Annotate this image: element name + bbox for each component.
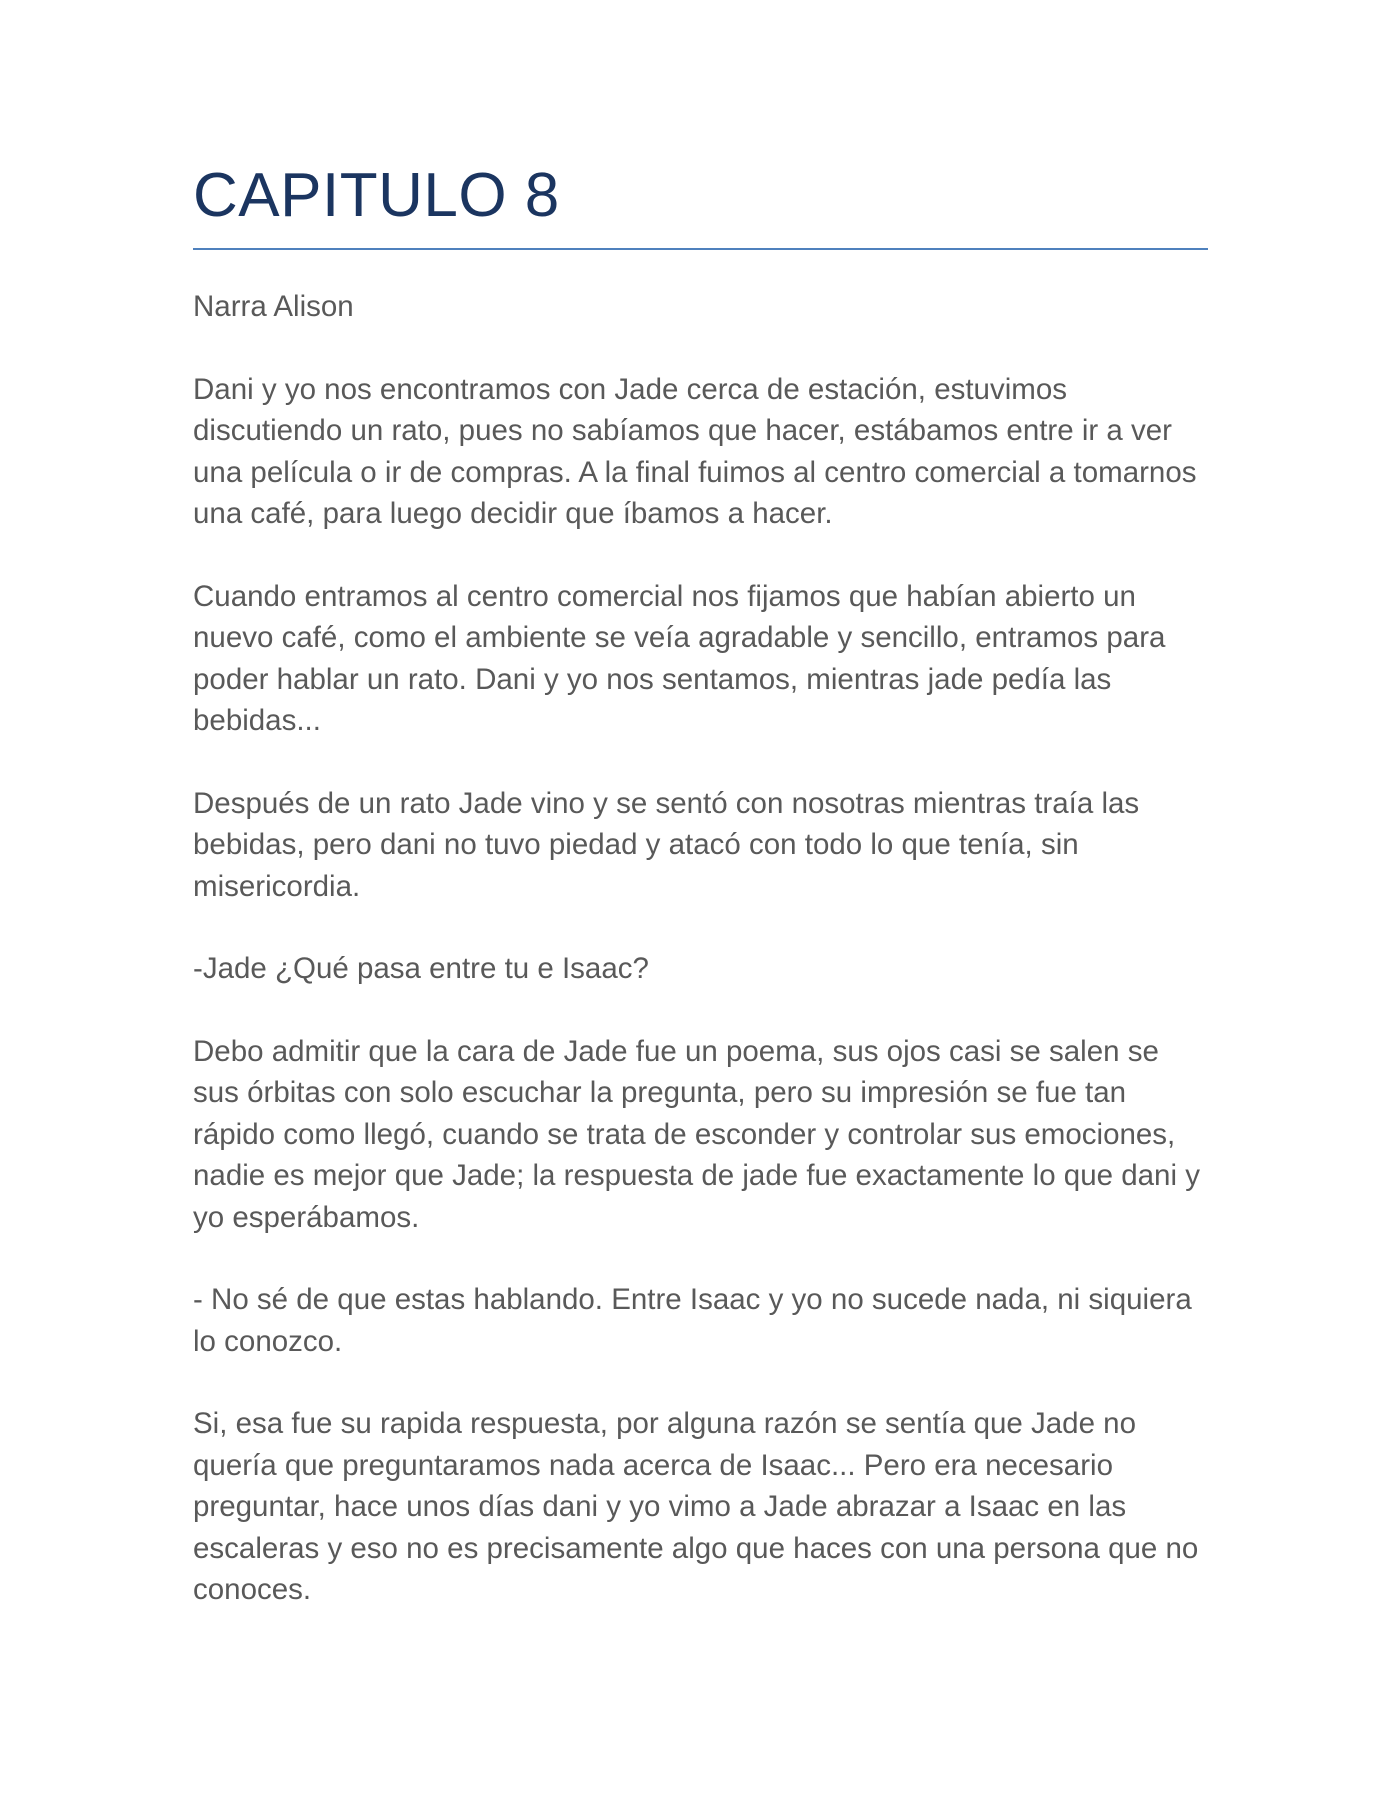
paragraph: Dani y yo nos encontramos con Jade cerca de estación, estuvimos discutiendo un rato, pues no sabíamos que hacer, estábamos entre ir a ver una película o ir de compras. A la final fuimos al centro comercial a tomarnos una café, para luego decidir que íbamos a hacer. xyxy=(193,372,1197,530)
paragraph-narrator: Narra Alison xyxy=(193,290,354,323)
chapter-title: CAPITULO 8 xyxy=(193,161,560,230)
paragraph: Cuando entramos al centro comercial nos fijamos que habían abierto un nuevo café, como el ambiente se veía agradable y sencillo, entramos para poder hablar un rato. Dani y yo nos sentamos, mientras jade pedía las bebidas... xyxy=(193,579,1166,737)
paragraph-dialogue: -Jade ¿Qué pasa entre tu e Isaac? xyxy=(193,952,649,985)
paragraph: Si, esa fue su rapida respuesta, por alguna razón se sentía que Jade no quería que preguntaramos nada acerca de Isaac... Pero era necesario preguntar, hace unos días dani y yo vimo a Jade abrazar a Isaac en las escaleras y eso no es precisamente algo que haces con una persona que no conoces. xyxy=(193,1407,1199,1606)
body-text xyxy=(193,286,1208,1611)
paragraph-dialogue: - No sé de que estas hablando. Entre Isaac y yo no sucede nada, ni siquiera lo conozco. xyxy=(193,1283,1192,1358)
page-content xyxy=(193,160,1208,1652)
paragraph: Después de un rato Jade vino y se sentó con nosotras mientras traía las bebidas, pero dani no tuvo piedad y atacó con todo lo que tenía, sin misericordia. xyxy=(193,786,1140,903)
paragraph: Debo admitir que la cara de Jade fue un poema, sus ojos casi se salen se sus órbitas con solo escuchar la pregunta, pero su impresión se fue tan rápido como llegó, cuando se trata de esconder y controlar sus emociones, nadie es mejor que Jade; la respuesta de jade fue exactamente lo que dani y yo esperábamos. xyxy=(193,1034,1200,1234)
title-underline xyxy=(193,248,1208,250)
